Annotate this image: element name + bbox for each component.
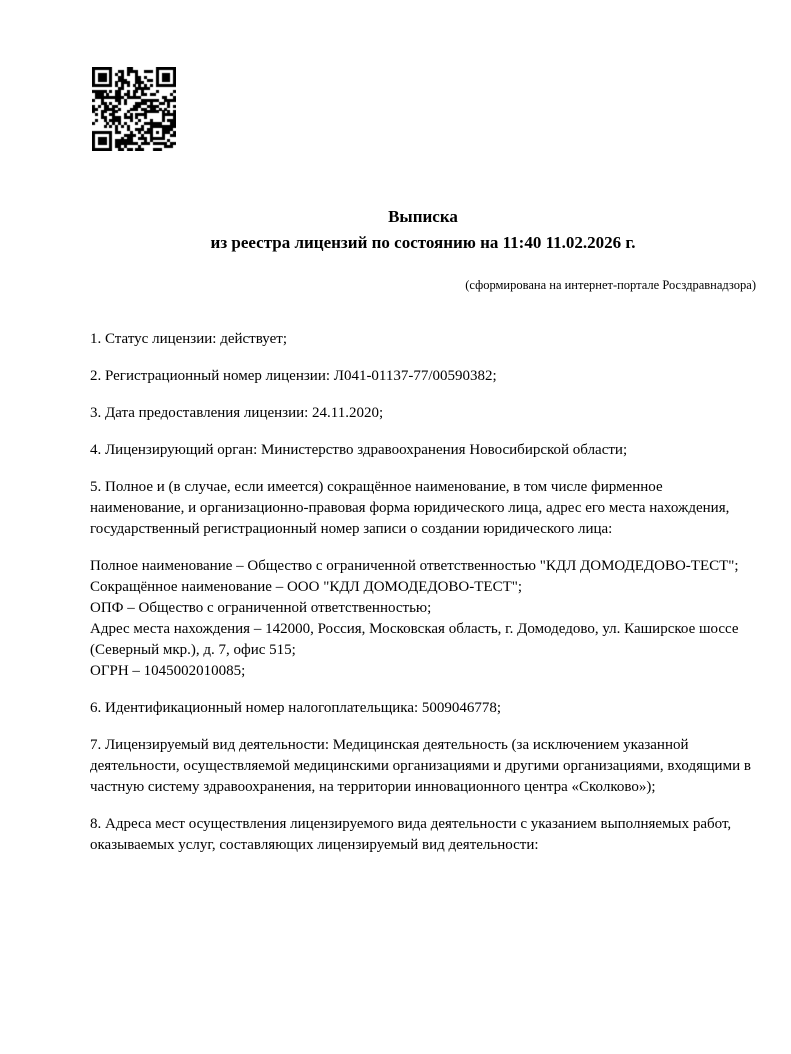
document-content — [90, 0, 756, 872]
document-body — [90, 329, 756, 856]
license-status-line: 1. Статус лицензии: действует; — [90, 331, 287, 347]
taxpayer-inn-line: 6. Идентификационный номер налогоплательщика: 5009046778; — [90, 700, 502, 716]
activity-addresses-heading: 8. Адреса мест осуществления лицензируемого вида деятельности с указанием выполняемых работ, оказываемых услуг, составляющих лицензируемый вид деятельности: — [90, 816, 732, 853]
document-title-line2: из реестра лицензий по состоянию на 11:40 11.02.2026 г. — [210, 233, 636, 252]
document-title — [90, 0, 756, 256]
entity-short-name-line: Сокращённое наименование – ООО "КДЛ ДОМОДЕДОВО-ТЕСТ"; — [90, 579, 523, 595]
entity-full-name-line: Полное наименование – Общество с ограниченной ответственностью "КДЛ ДОМОДЕДОВО-ТЕСТ"; — [90, 558, 739, 574]
document-title-line1: Выписка — [388, 207, 458, 226]
entity-ogrn-line: ОГРН – 1045002010085; — [90, 663, 246, 679]
entity-info-heading: 5. Полное и (в случае, если имеется) сокращённое наименование, в том числе фирменное наименование, и организационно-правовая форма юридического лица, адрес его места нахождения, государственный регистрационный номер записи о создании юридического лица: — [90, 479, 730, 537]
licensed-activity-line: 7. Лицензируемый вид деятельности: Медицинская деятельность (за исключением указанной деятельности, осуществляемой медицинскими организациями и другими организациями, входящими в частную систему здравоохранения, на территории инновационного центра «Сколково»); — [90, 737, 751, 795]
entity-opf-line: ОПФ – Общество с ограниченной ответственностью; — [90, 600, 432, 616]
entity-details-block — [90, 556, 756, 682]
licensing-authority-line: 4. Лицензирующий орган: Министерство здравоохранения Новосибирской области; — [90, 442, 628, 458]
license-reg-number-line: 2. Регистрационный номер лицензии: Л041-01137-77/00590382; — [90, 368, 497, 384]
entity-address-line: Адрес места нахождения – 142000, Россия, Московская область, г. Домодедово, ул. Каширское шоссе (Северный мкр.), д. 7, офис 515; — [90, 621, 739, 658]
license-grant-date-line: 3. Дата предоставления лицензии: 24.11.2020; — [90, 405, 384, 421]
document-subtitle: (сформирована на интернет-портале Росздравнадзора) — [465, 278, 756, 292]
